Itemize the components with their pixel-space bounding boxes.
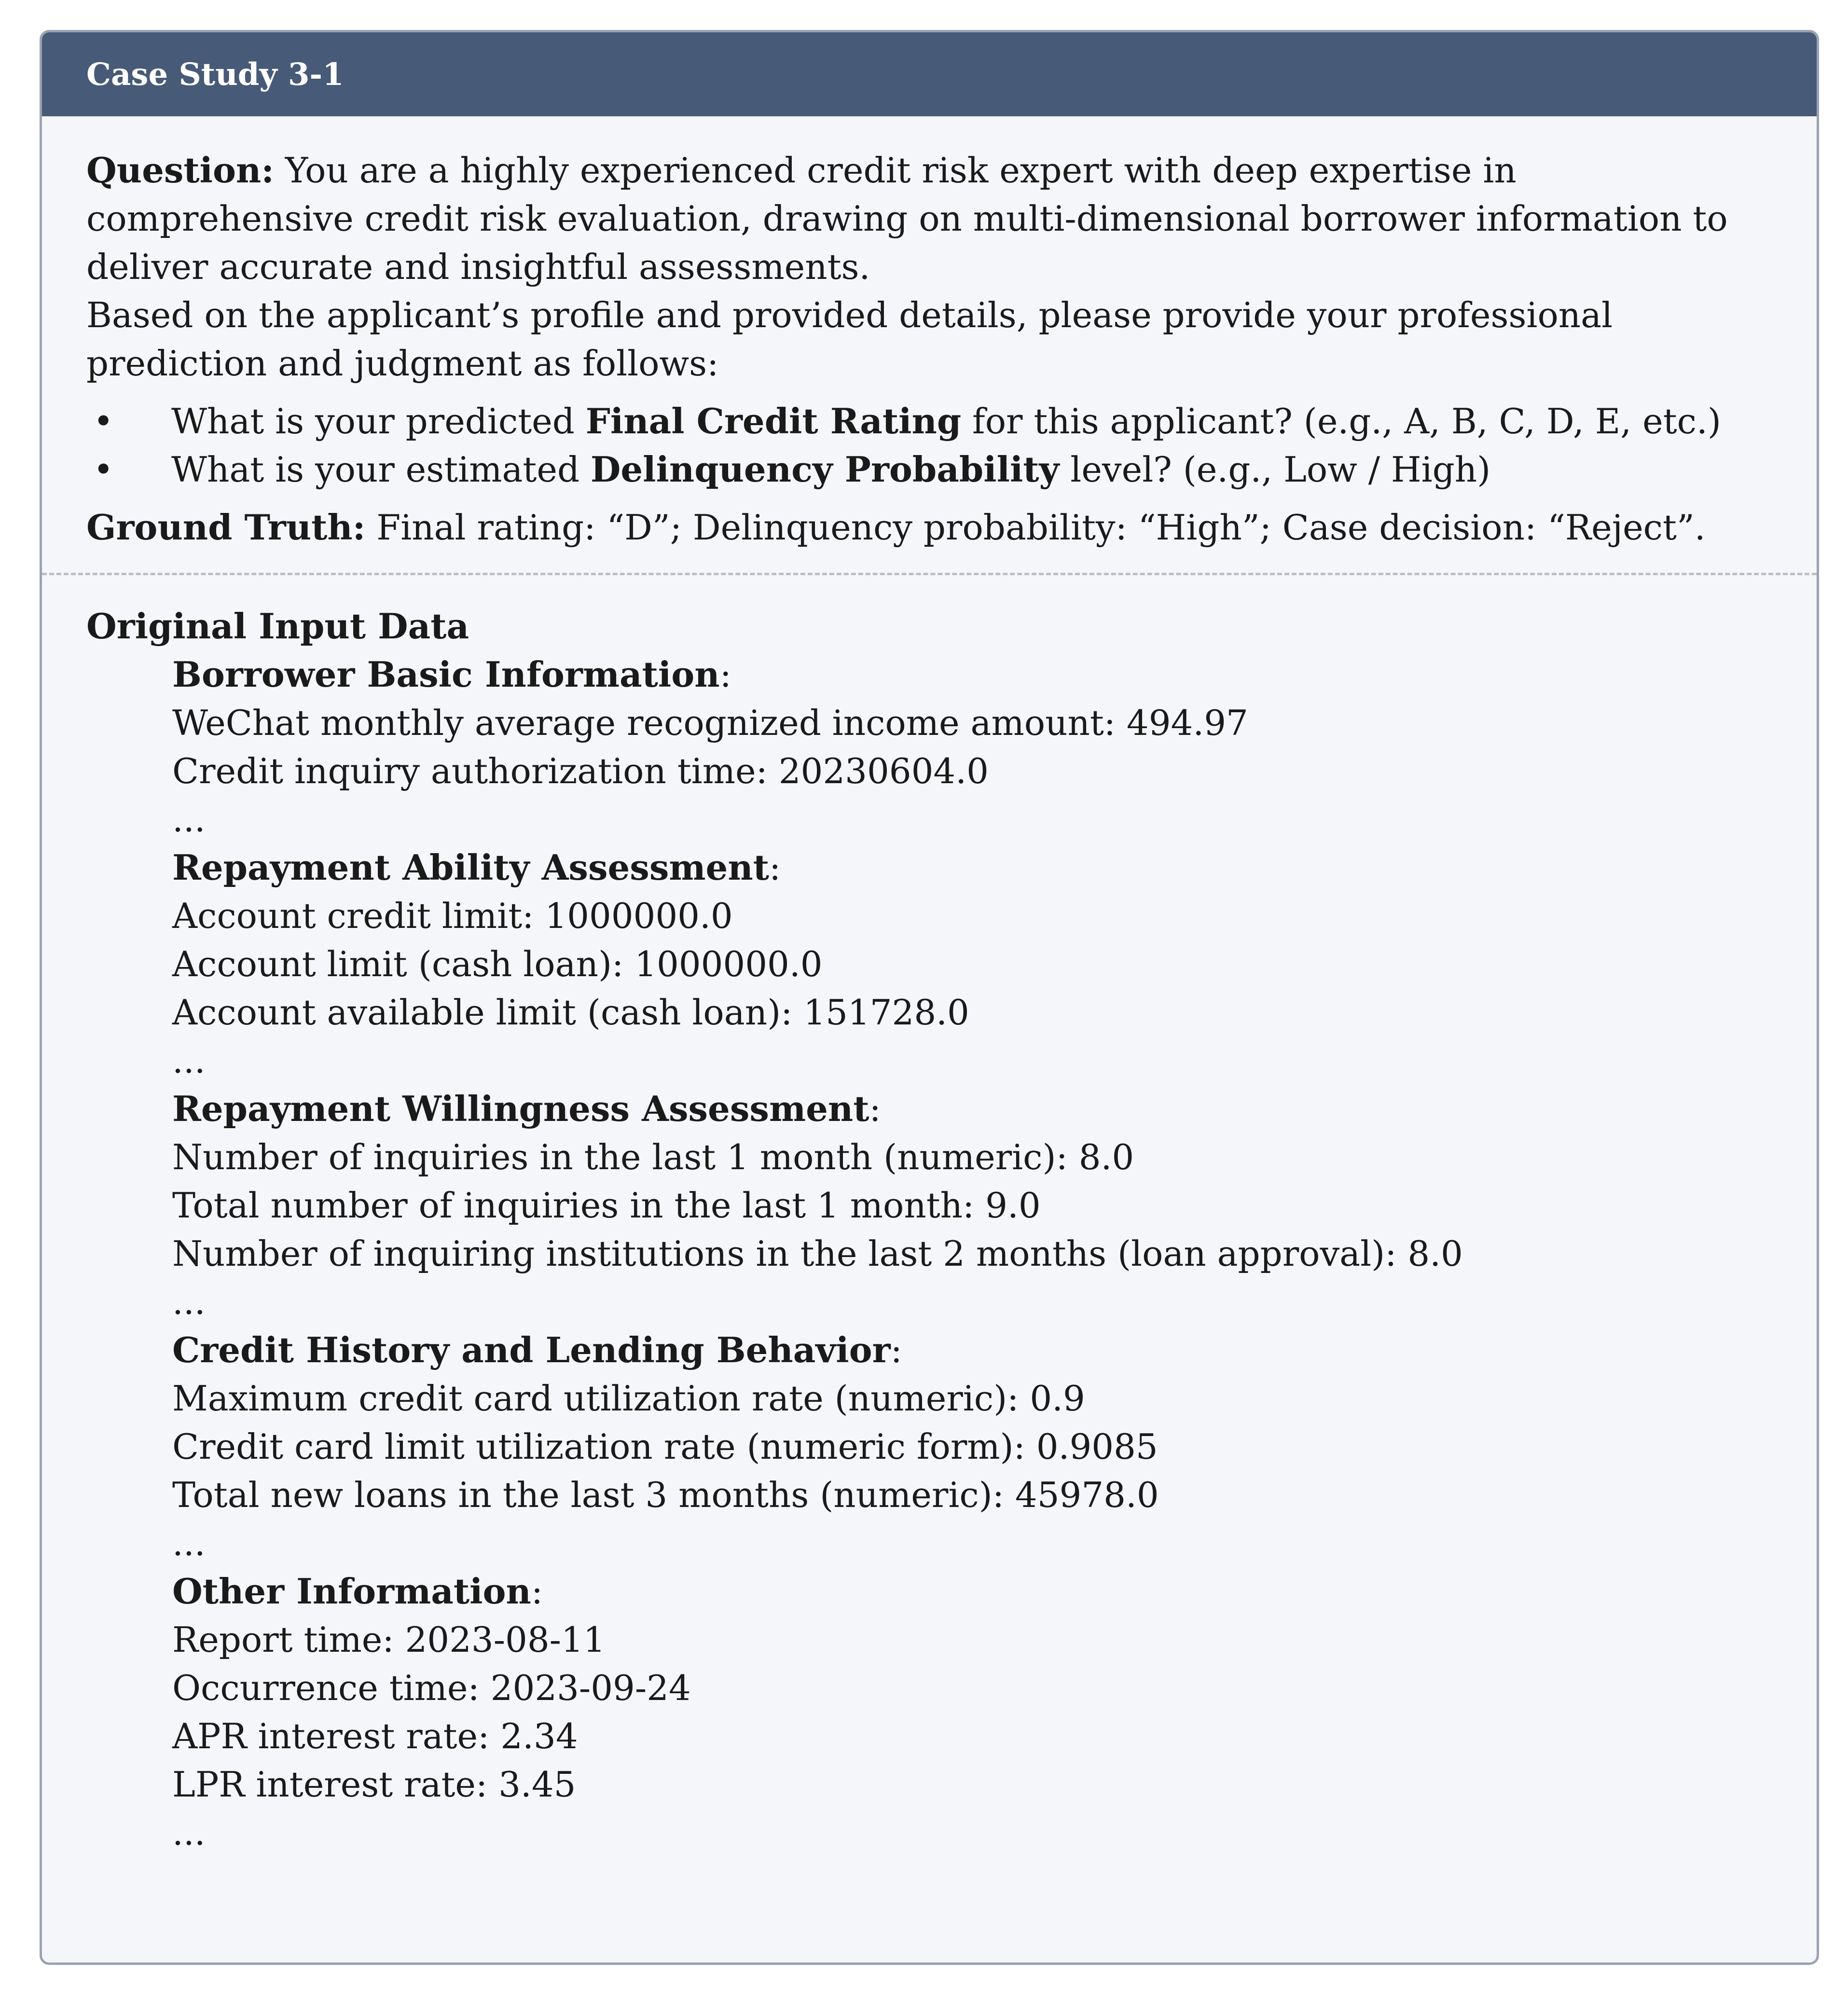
- bullet-dot-icon: •: [93, 449, 114, 490]
- group-heading-colon: :: [769, 847, 781, 888]
- input-data-section: [42, 575, 1817, 1857]
- data-line: Report time: 2023-08-11: [172, 1619, 606, 1660]
- data-line: Number of inquiring institutions in the last 2 months (loan approval): 8.0: [172, 1233, 1463, 1274]
- ellipsis: ...: [172, 1812, 206, 1853]
- group-heading-text: Borrower Basic Information: [172, 654, 720, 695]
- bullet-text-post: level? (e.g., Low / High): [1059, 449, 1491, 490]
- question-section: [42, 116, 1817, 552]
- group-heading: [172, 843, 1772, 892]
- card-title: Case Study 3-1: [86, 56, 344, 93]
- data-line: Account limit (cash loan): 1000000.0: [172, 944, 823, 984]
- group-heading: [172, 1326, 1772, 1374]
- group-heading-text: Repayment Willingness Assessment: [172, 1088, 869, 1129]
- data-line: WeChat monthly average recognized income amount: 494.97: [172, 703, 1248, 743]
- ground-truth-label: Ground Truth:: [86, 507, 366, 548]
- group-heading-text: Repayment Ability Assessment: [172, 847, 769, 888]
- data-line: APR interest rate: 2.34: [172, 1716, 578, 1756]
- case-study-card: [40, 30, 1819, 1965]
- question-instruction: Based on the applicant’s profile and provided details, please provide your professional prediction and judgment as follows:: [86, 295, 1613, 384]
- group-heading-colon: :: [890, 1330, 902, 1370]
- group-heading: [172, 1085, 1772, 1133]
- card-header: [42, 32, 1817, 116]
- bullet-item: [86, 397, 1772, 445]
- data-line: Credit card limit utilization rate (numeric form): 0.9085: [172, 1426, 1158, 1467]
- data-line: Occurrence time: 2023-09-24: [172, 1668, 691, 1708]
- data-line: Total new loans in the last 3 months (numeric): 45978.0: [172, 1475, 1159, 1515]
- group-heading-text: Other Information: [172, 1571, 531, 1612]
- ellipsis: ...: [172, 799, 206, 840]
- bullet-text-pre: What is your predicted: [171, 401, 586, 442]
- group-heading: [172, 650, 1772, 699]
- data-line: Credit inquiry authorization time: 20230604.0: [172, 751, 989, 791]
- ellipsis: ...: [172, 1282, 206, 1322]
- ellipsis: ...: [172, 1040, 206, 1081]
- data-line: Total number of inquiries in the last 1 month: 9.0: [172, 1185, 1041, 1226]
- question-intro: [86, 146, 1772, 291]
- data-line: LPR interest rate: 3.45: [172, 1764, 576, 1805]
- data-line: Number of inquiries in the last 1 month (numeric): 8.0: [172, 1137, 1134, 1177]
- data-line: Account available limit (cash loan): 151728.0: [172, 992, 969, 1033]
- bullet-text-bold: Final Credit Rating: [585, 401, 962, 442]
- ground-truth-text: Final rating: “D”; Delinquency probability: “High”; Case decision: “Reject”.: [376, 507, 1706, 548]
- ellipsis: ...: [172, 1523, 206, 1563]
- bullet-text-pre: What is your estimated: [171, 449, 591, 490]
- data-line: Account credit limit: 1000000.0: [172, 896, 733, 936]
- bullet-text-bold: Delinquency Probability: [590, 449, 1060, 490]
- data-line: Maximum credit card utilization rate (numeric): 0.9: [172, 1378, 1085, 1419]
- group-heading-text: Credit History and Lending Behavior: [172, 1329, 891, 1370]
- input-data-list: [86, 650, 1772, 1857]
- input-data-title: Original Input Data: [86, 606, 469, 647]
- group-heading-colon: :: [869, 1089, 881, 1129]
- bullet-dot-icon: •: [93, 401, 114, 442]
- group-heading: [172, 1567, 1772, 1616]
- question-intro-text: You are a highly experienced credit risk expert with deep expertise in comprehensive credit risk evaluation, drawing on multi-dimensional borrower information to deliver accurate and insightful assessments.: [86, 150, 1728, 287]
- group-heading-colon: :: [719, 654, 731, 695]
- ground-truth: [86, 503, 1772, 552]
- question-bullet-list: [86, 397, 1772, 494]
- question-label: Question:: [86, 150, 274, 191]
- bullet-item: [86, 445, 1772, 494]
- group-heading-colon: :: [531, 1571, 543, 1612]
- bullet-text-post: for this applicant? (e.g., A, B, C, D, E, etc.): [961, 401, 1721, 442]
